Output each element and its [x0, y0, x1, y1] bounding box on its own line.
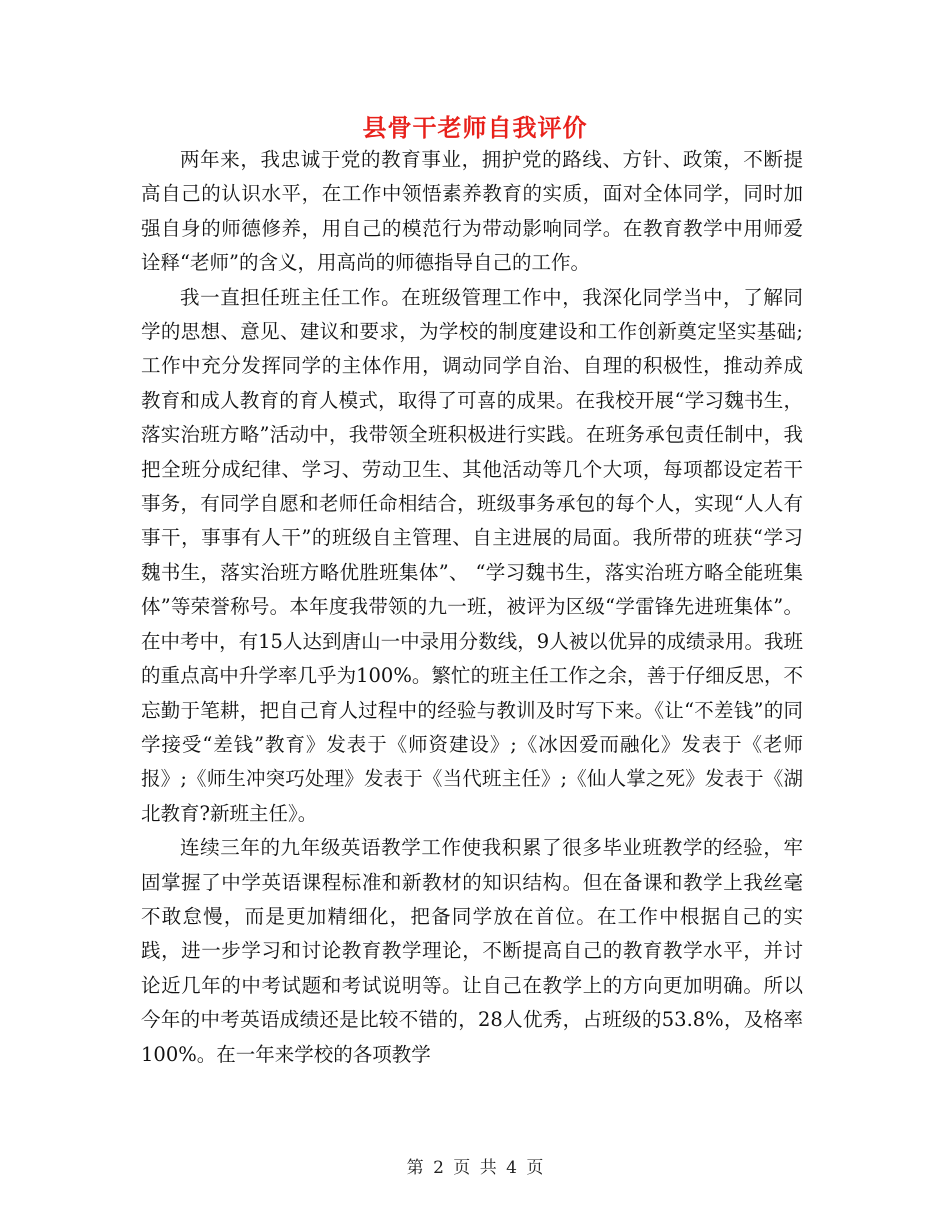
paragraph-3: 连续三年的九年级英语教学工作使我积累了很多毕业班教学的经验，牢固掌握了中学英语课程标准和新教材的知识结构。但在备课和教学上我丝毫不敢怠慢，而是更加精细化，把备同学放在首位。在工作中根据自己的实践，进一步学习和讨论教育教学理论，不断提高自己的教育教学水平，并讨论近几年的中考试题和考试说明等。让自己在教学上的方向更加明确。所以今年的中考英语成绩还是比较不错的，28人优秀，占班级的53.8%，及格率100%。在一年来学校的各项教学	[141, 836, 803, 1066]
document-body	[141, 143, 803, 1072]
document-title: 县骨干老师自我评价	[362, 113, 588, 142]
paragraph-1: 两年来，我忠诚于党的教育事业，拥护党的路线、方针、政策，不断提高自己的认识水平，在工作中领悟素养教育的实质，面对全体同学，同时加强自身的师德修养，用自己的模范行为带动影响同学。在教育教学中用师爱诠释“老师”的含义，用高尚的师德指导自己的工作。	[141, 148, 803, 275]
page-number-footer: 第 2 页 共 4 页	[406, 1158, 544, 1178]
paragraph-2: 我一直担任班主任工作。在班级管理工作中，我深化同学当中，了解同学的思想、意见、建议和要求，为学校的制度建设和工作创新奠定坚实基础;工作中充分发挥同学的主体作用，调动同学自治、自理的积极性，推动养成教育和成人教育的育人模式，取得了可喜的成果。在我校开展“学习魏书生，落实治班方略”活动中，我带领全班积极进行实践。在班务承包责任制中，我把全班分成纪律、学习、劳动卫生、其他活动等几个大项，每项都设定若干事务，有同学自愿和老师任命相结合，班级事务承包的每个人，实现“人人有事干，事事有人干”的班级自主管理、自主进展的局面。我所带的班获“学习魏书生，落实治班方略优胜班集体”、 “学习魏书生，落实治班方略全能班集体”等荣誉称号。本年度我带领的九一班，被评为区级“学雷锋先进班集体”。在中考中，有15人达到唐山一中录用分数线，9人被以优异的成绩录用。我班的重点高中升学率几乎为100%。繁忙的班主任工作之余，善于仔细反思，不忘勤于笔耕，把自己育人过程中的经验与教训及时写下来。《让“不差钱”的同学接受“差钱”教育》发表于《师资建设》;《冰因爱而融化》发表于《老师报》;《师生冲突巧处理》发表于《当代班主任》;《仙人掌之死》发表于《湖北教育?新班主任》。	[141, 285, 803, 825]
